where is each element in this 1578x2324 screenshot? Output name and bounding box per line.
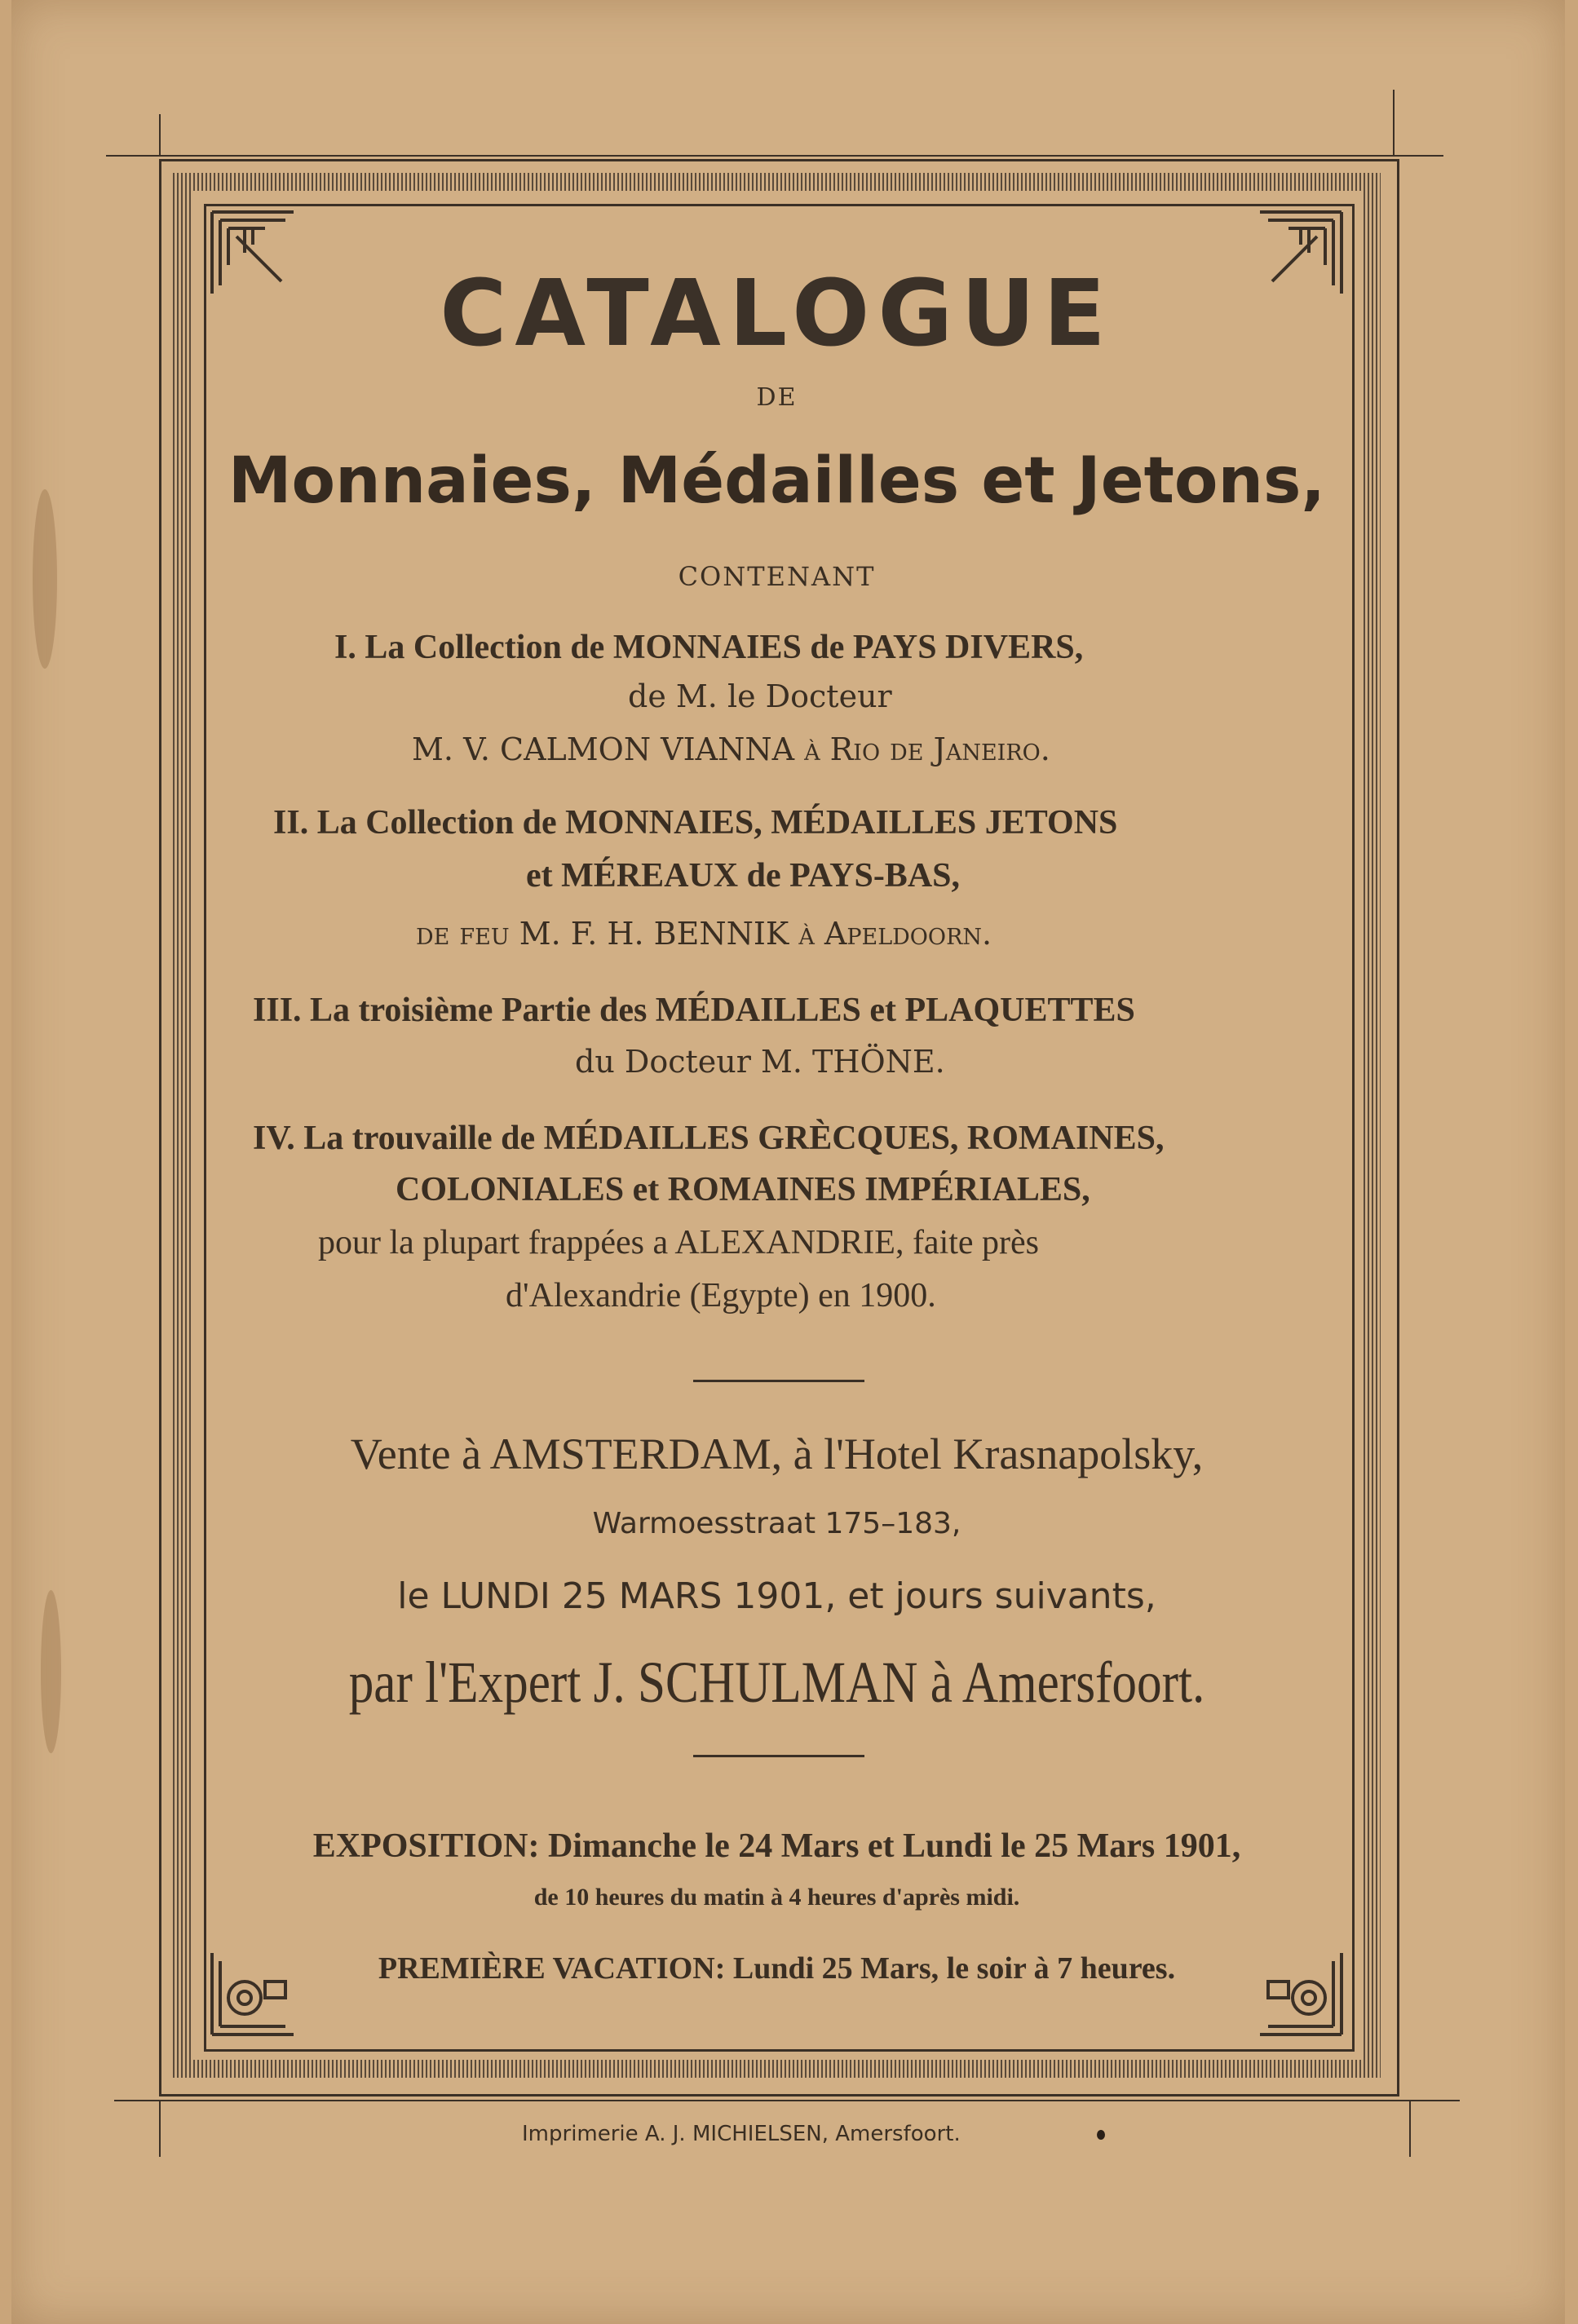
section-4-line2: COLONIALES et ROMAINES IMPÉRIALES, [396, 1171, 1090, 1208]
crop-mark [159, 2100, 161, 2157]
section-3-line2: du Docteur M. THÖNE. [575, 1044, 945, 1080]
exposition-hours: de 10 heures du matin à 4 heures d'après midi. [533, 1884, 1020, 1911]
section-4-title: IV. La trouvaille de MÉDAILLES GRÈCQUES, ROMAINES, [253, 1120, 1165, 1157]
sale-date: le LUNDI 25 MARS 1901, et jours suivants, [397, 1575, 1156, 1617]
section-1-line3: M. V. CALMON VIANNA à Rio de Janeiro. [412, 731, 1050, 767]
section-1-title: I. La Collection de MONNAIES de PAYS DIVERS, [334, 629, 1084, 666]
section-4-line4: d'Alexandrie (Egypte) en 1900. [506, 1277, 936, 1314]
sale-address: Warmoesstraat 175–183, [592, 1507, 961, 1540]
divider-2 [693, 1755, 864, 1757]
subtitle: Monnaies, Médailles et Jetons, [228, 444, 1326, 518]
crop-mark [1409, 2100, 1411, 2157]
catalogue-title: CATALOGUE [440, 261, 1114, 367]
crop-mark [1393, 90, 1395, 155]
page-stain [33, 489, 57, 669]
divider-1 [693, 1380, 864, 1382]
sale-venue: Vente à AMSTERDAM, à l'Hotel Krasnapolsky, [350, 1429, 1204, 1478]
section-4-line3: pour la plupart frappées a ALEXANDRIE, faite près [318, 1224, 1040, 1261]
section-2-line2: et MÉREAUX de PAYS-BAS, [526, 857, 961, 895]
section-3-title: III. La troisième Partie des MÉDAILLES et PLAQUETTES [253, 992, 1135, 1029]
crop-mark [159, 114, 161, 155]
page-stain [41, 1590, 61, 1753]
section-1-line2: de M. le Docteur [628, 678, 892, 714]
section-2-line3: de feu M. F. H. BENNIK à Apeldoorn. [416, 916, 992, 952]
crop-line-bottom [114, 2100, 1460, 2101]
contenant-label: CONTENANT [678, 561, 876, 592]
premiere-vacation: PREMIÈRE VACATION: Lundi 25 Mars, le soir à 7 heures. [378, 1951, 1176, 1986]
exposition-line: EXPOSITION: Dimanche le 24 Mars et Lundi le 25 Mars 1901, [312, 1827, 1241, 1865]
sale-expert: par l'Expert J. SCHULMAN à Amersfoort. [348, 1650, 1205, 1715]
section-2-title: II. La Collection de MONNAIES, MÉDAILLES JETONS [273, 804, 1118, 842]
printer-imprint: Imprimerie A. J. MICHIELSEN, Amersfoort. [522, 2122, 961, 2146]
ink-dot [1097, 2130, 1105, 2140]
de-label: DE [756, 383, 798, 412]
crop-line-top [106, 155, 1443, 157]
